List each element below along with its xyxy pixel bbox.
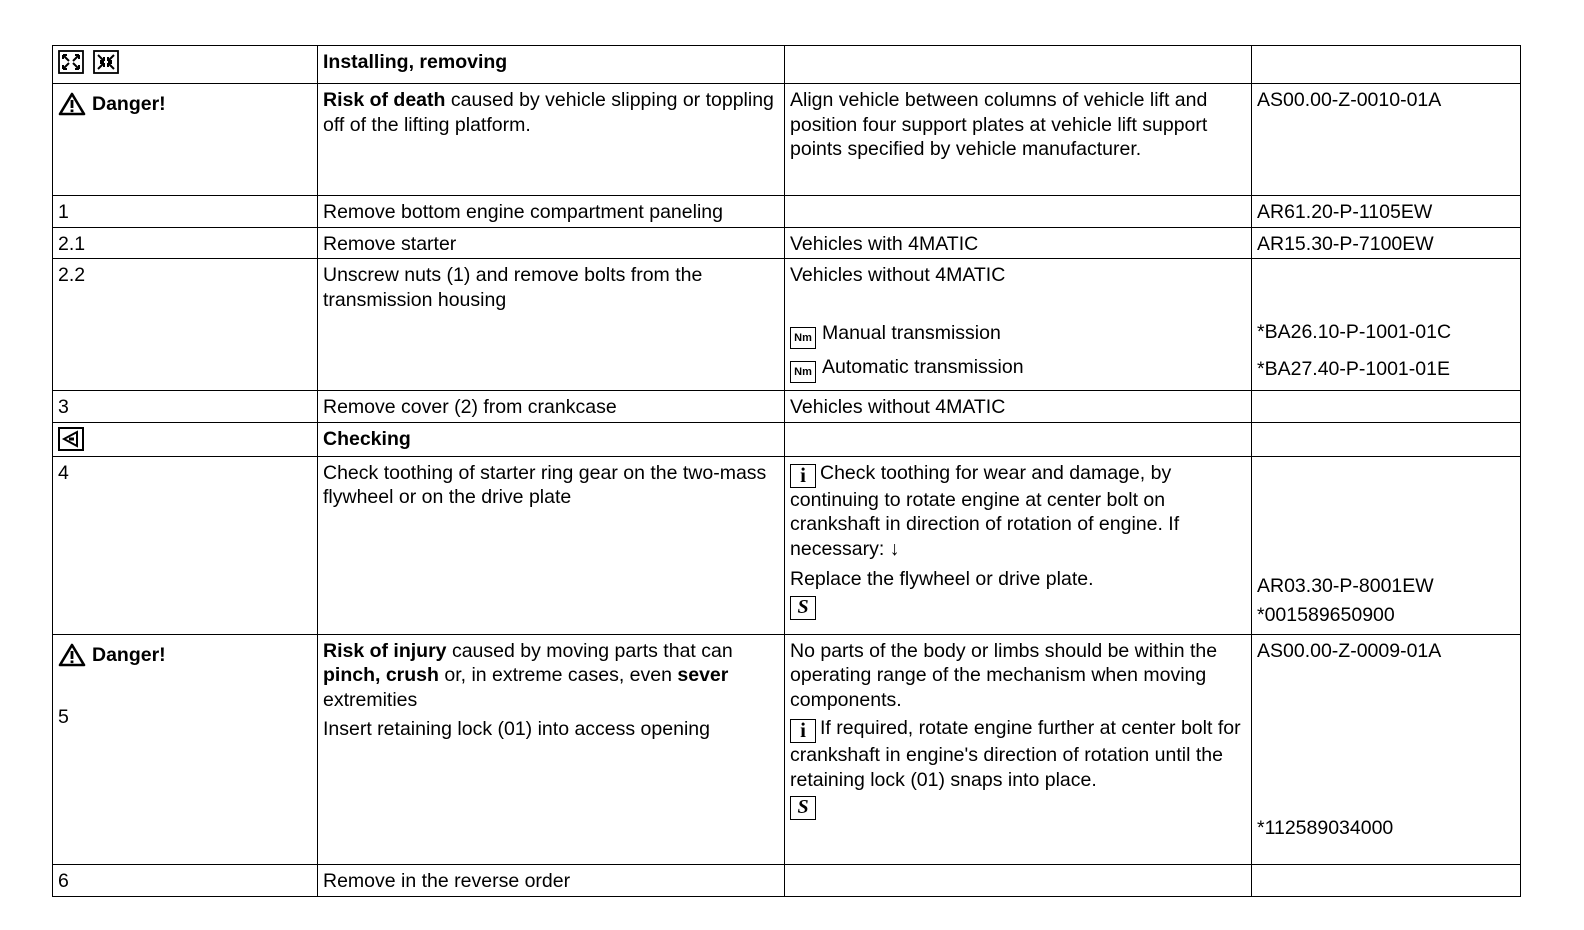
table-row [53,634,1521,864]
step-cell [53,46,318,84]
table-row [53,227,1521,259]
step-description: Remove in the reverse order [318,864,785,896]
step-number: 2.1 [53,227,318,259]
torque-nm-icon: Nm [790,327,816,349]
table-row [53,456,1521,634]
torque-spec: Nm Manual transmission [790,321,1246,349]
step-description: Unscrew nuts (1) and remove bolts from the transmission housing [318,259,785,391]
table-row [53,864,1521,896]
table-row [53,391,1521,423]
step-description: Remove starter [318,227,785,259]
special-tool-icon: S [790,796,816,820]
step-description: Check toothing of starter ring gear on the two-mass flywheel or on the drive plate [318,456,785,634]
step-number: 6 [53,864,318,896]
step-note: Align vehicle between columns of vehicle lift and position four support plates at vehicle lift support points specified by vehicle manufacturer. [785,84,1252,196]
reference-link[interactable]: *BA26.10-P-1001-01C [1257,321,1452,343]
tool-reference-link[interactable]: *112589034000 [1257,817,1394,839]
step-description: Insert retaining lock (01) into access opening [323,718,710,740]
step-number: 4 [53,456,318,634]
step-number: 5 [58,706,69,728]
section-title: Checking [318,422,785,456]
tool-reference-link[interactable]: *001589650900 [1257,604,1395,626]
reference-link[interactable]: AS00.00-Z-0010-01A [1252,84,1521,196]
info-icon: i [790,719,816,743]
table-row [53,259,1521,391]
step-note: Replace the flywheel or drive plate. [790,568,1094,590]
torque-spec: Nm Automatic transmission [790,355,1246,383]
step-number: 3 [53,391,318,423]
table-row [53,422,1521,456]
info-note: i Check toothing for wear and damage, by continuing to rotate engine at center bolt on crankshaft in direction of rotation of engine. If necessary: ↓ [790,461,1180,560]
reference-link[interactable]: AR03.30-P-8001EW [1257,574,1434,597]
step-description: Remove cover (2) from crankcase [318,391,785,423]
warning-triangle-icon [58,92,86,116]
table-row [53,196,1521,228]
expand-icon [58,50,84,74]
torque-nm-icon: Nm [790,361,816,383]
step-note: No parts of the body or limbs should be within the operating range of the mechanism when moving components. [790,639,1218,711]
step-description: Risk of injury caused by moving parts that can pinch, crush or, in extreme cases, even sever extremities [323,639,733,711]
section-title: Installing, removing [318,46,785,84]
step-description: Risk of death caused by vehicle slipping or toppling off of the lifting platform. [318,84,785,196]
procedure-table [52,45,1521,897]
step-note: Vehicles without 4MATIC [785,391,1252,423]
step-note: Vehicles without 4MATIC [790,264,1006,286]
table-row [53,46,1521,84]
back-arrow-icon [58,427,84,451]
table-row [53,84,1521,196]
reference-link[interactable]: AS00.00-Z-0009-01A [1257,639,1442,662]
special-tool-icon: S [790,596,816,620]
info-icon: i [790,464,816,488]
step-description: Remove bottom engine compartment paneling [318,196,785,228]
step-number: 2.2 [53,259,318,391]
warning-triangle-icon [58,643,86,667]
info-note: i If required, rotate engine further at center bolt for crankshaft in engine's direction of rotation until the retaining lock (01) snaps into place. [790,717,1241,791]
step-note: Vehicles with 4MATIC [785,227,1252,259]
danger-warning: Danger! [58,92,312,117]
collapse-icon [93,50,119,74]
step-number: 1 [53,196,318,228]
reference-link[interactable]: AR61.20-P-1105EW [1252,196,1521,228]
danger-warning: Danger! [58,643,312,668]
reference-link[interactable]: AR15.30-P-7100EW [1252,227,1521,259]
reference-link[interactable]: *BA27.40-P-1001-01E [1257,357,1450,380]
